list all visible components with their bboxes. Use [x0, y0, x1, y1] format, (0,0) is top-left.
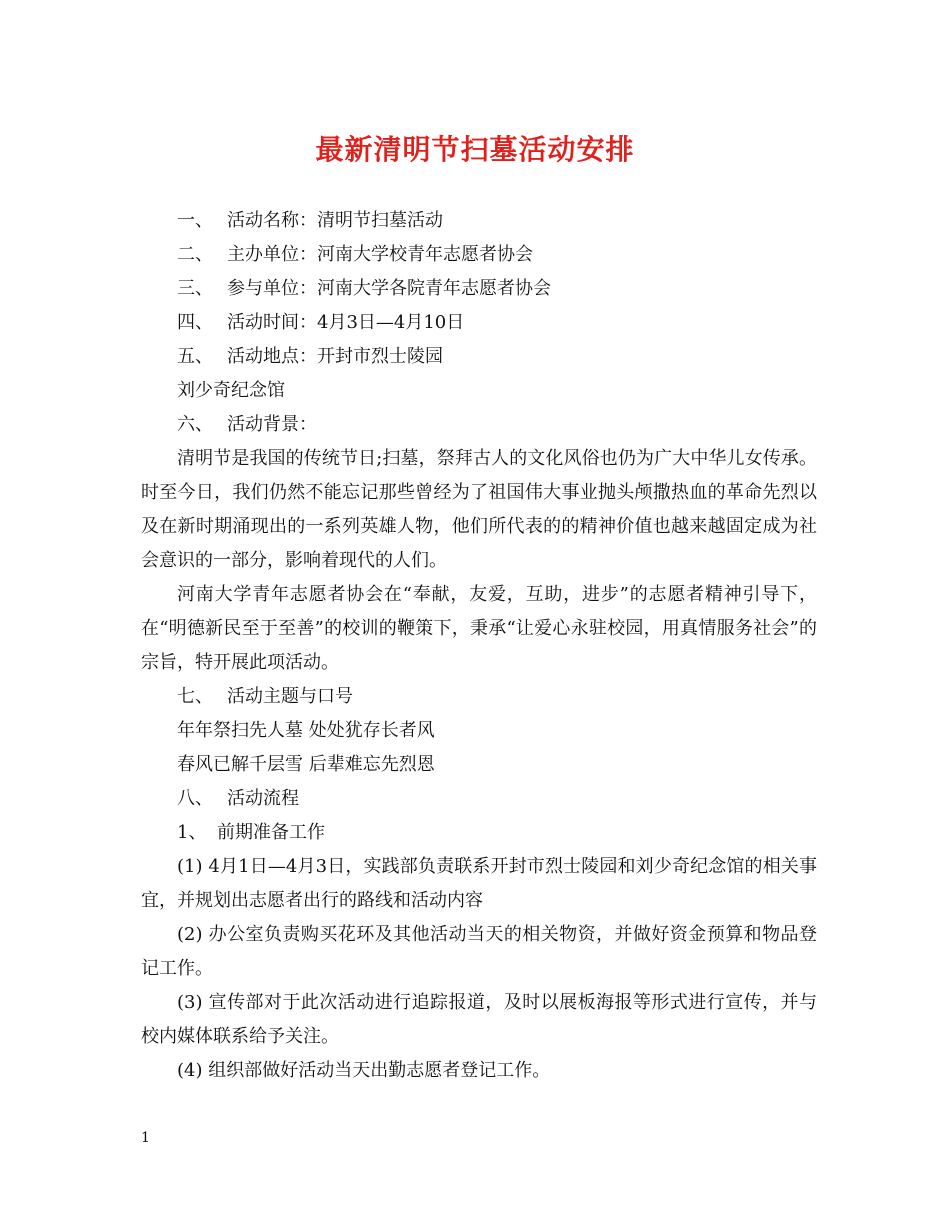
item-number: 一、	[177, 210, 213, 231]
item-text: 年年祭扫先人墓 处处犹存长者风	[177, 720, 435, 741]
item-number: 七、	[177, 686, 213, 707]
item-text: 活动时间：4月3日—4月10日	[227, 312, 465, 333]
item-number: 五、	[177, 346, 213, 367]
background-paragraph-1: 清明节是我国的传统节日;扫墓，祭拜古人的文化风俗也仍为广大中华儿女传承。时至今日，我们仍然不能忘记那些曾经为了祖国伟大事业抛头颅撒热血的革命先烈以及在新时期涌现出的一系列英雄人物，他们所代表的的精神价值也越来越固定成为社会意识的一部分，影响着现代的人们。	[141, 448, 817, 571]
item-text: 刘少奇纪念馆	[177, 380, 285, 401]
item-text: 活动背景：	[227, 414, 317, 435]
item-time	[141, 306, 817, 340]
prep-step-3: (3) 宣传部对于此次活动进行追踪报道，及时以展板海报等形式进行宣传，并与校内媒体联系给予关注。	[141, 992, 817, 1047]
item-organizer	[141, 238, 817, 272]
page-number: 1	[141, 1130, 150, 1146]
item-number: 六、	[177, 414, 213, 435]
item-number: 四、	[177, 312, 213, 333]
document-body	[141, 204, 817, 1088]
item-text: 活动主题与口号	[227, 686, 353, 707]
item-activity-name	[141, 204, 817, 238]
item-location-extra	[141, 374, 817, 408]
item-location	[141, 340, 817, 374]
item-number: 1、	[177, 822, 207, 843]
item-background	[141, 408, 817, 442]
item-text: 活动名称：清明节扫墓活动	[227, 210, 443, 231]
item-text: 前期准备工作	[217, 822, 325, 843]
item-theme	[141, 680, 817, 714]
slogan-line-1	[141, 714, 817, 748]
item-text: 活动流程	[227, 788, 299, 809]
background-paragraph-2: 河南大学青年志愿者协会在“奉献，友爱，互助，进步”的志愿者精神引导下，在“明德新民至于至善”的校训的鞭策下，秉承“让爱心永驻校园，用真情服务社会”的宗旨，特开展此项活动。	[141, 584, 817, 673]
item-text: 主办单位：河南大学校青年志愿者协会	[227, 244, 533, 265]
item-text: 春风已解千层雪 后辈难忘先烈恩	[177, 754, 435, 775]
item-process	[141, 782, 817, 816]
prep-step-4: (4) 组织部做好活动当天出勤志愿者登记工作。	[177, 1060, 551, 1081]
item-participants	[141, 272, 817, 306]
item-number: 八、	[177, 788, 213, 809]
prep-step-1: (1) 4月1日—4月3日，实践部负责联系开封市烈士陵园和刘少奇纪念馆的相关事宜，并规划出志愿者出行的路线和活动内容	[141, 856, 817, 911]
document-title: 最新清明节扫墓活动安排	[315, 133, 635, 166]
item-preparation	[141, 816, 817, 850]
slogan-line-2	[141, 748, 817, 782]
item-text: 参与单位：河南大学各院青年志愿者协会	[227, 278, 551, 299]
item-number: 二、	[177, 244, 213, 265]
item-text: 活动地点：开封市烈士陵园	[227, 346, 443, 367]
prep-step-2: (2) 办公室负责购买花环及其他活动当天的相关物资，并做好资金预算和物品登记工作。	[141, 924, 817, 979]
item-number: 三、	[177, 278, 213, 299]
